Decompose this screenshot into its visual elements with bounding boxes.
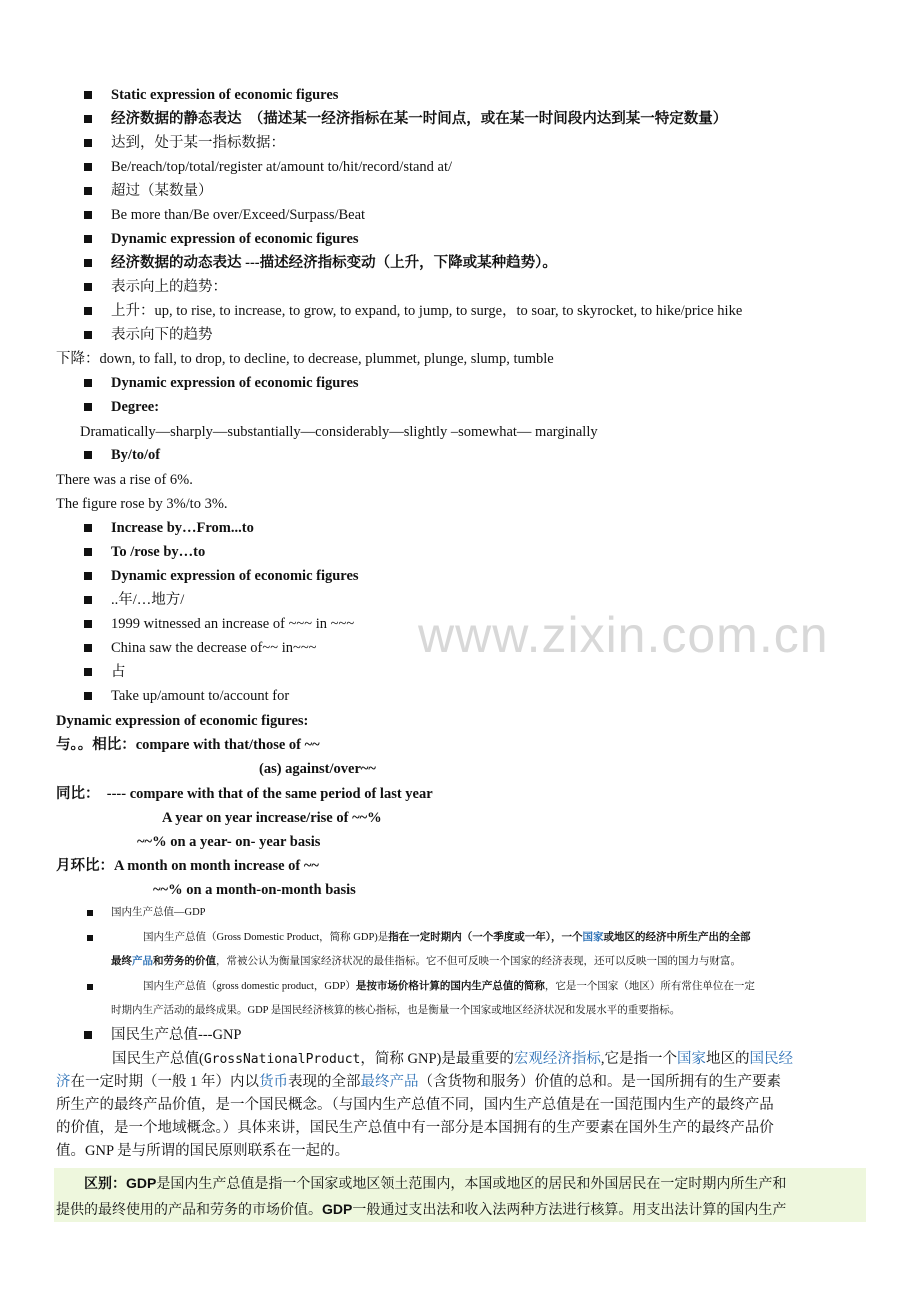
bullet-icon: [84, 259, 92, 267]
gdp-paragraph-1-cont: [111, 955, 741, 969]
text-span: 表现的全部: [288, 1074, 361, 1090]
text-span: 和劳务的价值: [153, 956, 216, 967]
list-item: By/to/of: [111, 447, 161, 463]
compare-line: (as) against/over~~: [259, 761, 376, 777]
bullet-icon: [84, 283, 92, 291]
text-line: 所生产的最终产品价值，是一个国民概念。（与国内生产总值不同，国内生产总值是在一国范围内生产的最终产品: [56, 1097, 774, 1113]
gdp-paragraph-2-cont: 时期内生产活动的最终成果。GDP 是国民经济核算的核心指标，也是衡量一个国家或地区经济状况和发展水平的重要指标。: [111, 1005, 681, 1016]
text-span: GDP: [126, 1175, 157, 1191]
list-item: 表示向上的趋势：: [111, 279, 227, 295]
list-item: 1999 witnessed an increase of ~~~ in ~~~: [111, 616, 355, 632]
example-line: The figure rose by 3%/to 3%.: [56, 496, 228, 512]
bullet-icon: [84, 91, 92, 99]
list-item: 表示向下的趋势: [111, 327, 213, 343]
list-item: 经济数据的静态表达 （描述某一经济指标在某一时间点，或在某一时间段内达到某一特定数量）: [111, 111, 728, 127]
text-span: ，它是一个国家（地区）所有常住单位在一定: [544, 981, 755, 992]
bullet-icon: [84, 548, 92, 556]
list-item: Take up/amount to/account for: [111, 688, 290, 704]
bullet-icon: [84, 211, 92, 219]
country-link[interactable]: 国家: [676, 1051, 706, 1067]
bullet-icon: [84, 620, 92, 628]
bullet-icon: [87, 910, 93, 916]
list-item: Be more than/Be over/Exceed/Surpass/Beat: [111, 207, 366, 223]
list-item: 占: [111, 664, 126, 680]
gdp-paragraph-1: [143, 931, 751, 945]
text-span: 指在一定时期内（一个季度或一年），一个: [388, 932, 583, 943]
bullet-icon: [84, 1031, 92, 1039]
bullet-icon: [84, 572, 92, 580]
bullet-icon: [84, 163, 92, 171]
difference-paragraph: [56, 1171, 866, 1223]
list-item: 经济数据的动态表达 ---描述经济指标变动（上升，下降或某种趋势）。: [111, 255, 557, 271]
text-span: 或地区的经济中所生产出的全部: [603, 932, 751, 943]
text-span: 是按市场价格计算的国内生产总值的简称: [355, 981, 545, 992]
list-item: ..年/…地方/: [111, 592, 185, 608]
text-span: 一般通过支出法和收入法两种方法进行核算。用支出法计算的国内生产: [352, 1203, 787, 1218]
text-span: 地区的: [705, 1051, 750, 1067]
gnp-title: 国民生产总值---GNP: [111, 1027, 242, 1043]
bullet-icon: [84, 692, 92, 700]
text-span: 国民生产总值(: [112, 1051, 204, 1067]
list-item: Increase by…From...to: [111, 520, 254, 536]
list-item: 超过（某数量）: [111, 183, 213, 199]
text-line: 的价值，是一个地域概念。）具体来讲，国民生产总值中有一部分是本国拥有的生产要素在国外生产的最终产品价: [56, 1120, 774, 1136]
bullet-icon: [84, 187, 92, 195]
text-span: （含货物和服务）价值的总和。是一国所拥有的生产要素: [418, 1074, 781, 1090]
text-span: 国内生产总值（Gross Domestic Product，简称 GDP)是: [143, 932, 389, 943]
list-item: Be/reach/top/total/register at/amount to/hit/record/stand at/: [111, 159, 453, 175]
country-link[interactable]: 国家: [582, 932, 604, 943]
list-item: Dynamic expression of economic figures: [111, 375, 359, 391]
bullet-icon: [84, 644, 92, 652]
watermark: www.zixin.com.cn: [418, 607, 829, 663]
list-item: China saw the decrease of~~ in~~~: [111, 640, 317, 656]
currency-link[interactable]: 货币: [259, 1074, 288, 1090]
text-span: ，简称 GNP)是最重要的: [360, 1051, 514, 1067]
example-line: There was a rise of 6%.: [56, 472, 193, 488]
difference-label: 区别：: [84, 1175, 126, 1191]
bullet-icon: [84, 307, 92, 315]
bullet-icon: [84, 235, 92, 243]
list-item: 达到，处于某一指标数据：: [111, 135, 285, 151]
compare-line: ~~% on a month-on-month basis: [153, 882, 356, 898]
bullet-icon: [84, 115, 92, 123]
text-span: ,它是指一个: [600, 1051, 677, 1067]
list-item: 上升：up, to rise, to increase, to grow, to expand, to jump, to surge，to soar, to skyrocket, to hike/price hike: [111, 303, 743, 319]
bullet-icon: [84, 403, 92, 411]
national-economy-link[interactable]: 济: [56, 1074, 71, 1090]
bullet-icon: [84, 524, 92, 532]
list-item: To /rose by…to: [111, 544, 206, 560]
bullet-icon: [84, 596, 92, 604]
list-item: Dynamic expression of economic figures: [111, 568, 359, 584]
degree-line: Dramatically—sharply—substantially—considerably—slightly –somewhat— marginally: [80, 424, 598, 440]
compare-line: 同比： ---- compare with that of the same period of last year: [56, 786, 433, 802]
final-product-link[interactable]: 最终产品: [360, 1074, 419, 1090]
text-span: 国内生产总值（gross domestic product，GDP）: [143, 981, 356, 992]
gdp-title: 国内生产总值—GDP: [111, 907, 206, 918]
bullet-icon: [87, 935, 93, 941]
gdp-paragraph-2: [143, 980, 755, 994]
list-item: Static expression of economic figures: [111, 87, 339, 103]
text-span: 是国内生产总值是指一个国家或地区领土范围内，本国或地区的居民和外国居民在一定时期内所生产和: [156, 1177, 787, 1192]
decline-line: 下降：down, to fall, to drop, to decline, to decrease, plummet, plunge, slump, tumble: [56, 351, 554, 367]
bullet-icon: [84, 379, 92, 387]
bullet-icon: [84, 668, 92, 676]
text-span: GDP: [322, 1201, 353, 1217]
compare-line: ~~% on a year- on- year basis: [137, 834, 321, 850]
text-span: ，常被公认为衡量国家经济状况的最佳指标。它不但可反映一个国家的经济表现，还可以反映一国的国力与财富。: [216, 956, 741, 967]
text-span: 在一定时期（一般 1 年）内以: [70, 1074, 259, 1090]
section-heading: Dynamic expression of economic figures:: [56, 713, 309, 729]
compare-line: A year on year increase/rise of ~~%: [162, 810, 382, 826]
text-span: 提供的最终使用的产品和劳务的市场价值。: [56, 1203, 322, 1218]
list-item: Dynamic expression of economic figures: [111, 231, 359, 247]
compare-line: 月环比：A month on month increase of ~~: [56, 858, 319, 874]
text-line: 值。GNP 是与所谓的国民原则联系在一起的。: [56, 1143, 350, 1159]
bullet-icon: [84, 331, 92, 339]
bullet-icon: [87, 984, 93, 990]
list-item: Degree:: [111, 399, 160, 415]
text-span: 最终: [111, 956, 132, 967]
product-link[interactable]: 产品: [132, 956, 153, 967]
bullet-icon: [84, 139, 92, 147]
macro-indicator-link[interactable]: 宏观经济指标: [513, 1051, 601, 1067]
national-economy-link[interactable]: 国民经: [749, 1051, 793, 1067]
text-span: GrossNationalProduct: [203, 1052, 361, 1067]
gnp-paragraph: [56, 1048, 866, 1163]
bullet-icon: [84, 451, 92, 459]
compare-line: 与。。相比：compare with that/those of ~~: [56, 737, 320, 753]
